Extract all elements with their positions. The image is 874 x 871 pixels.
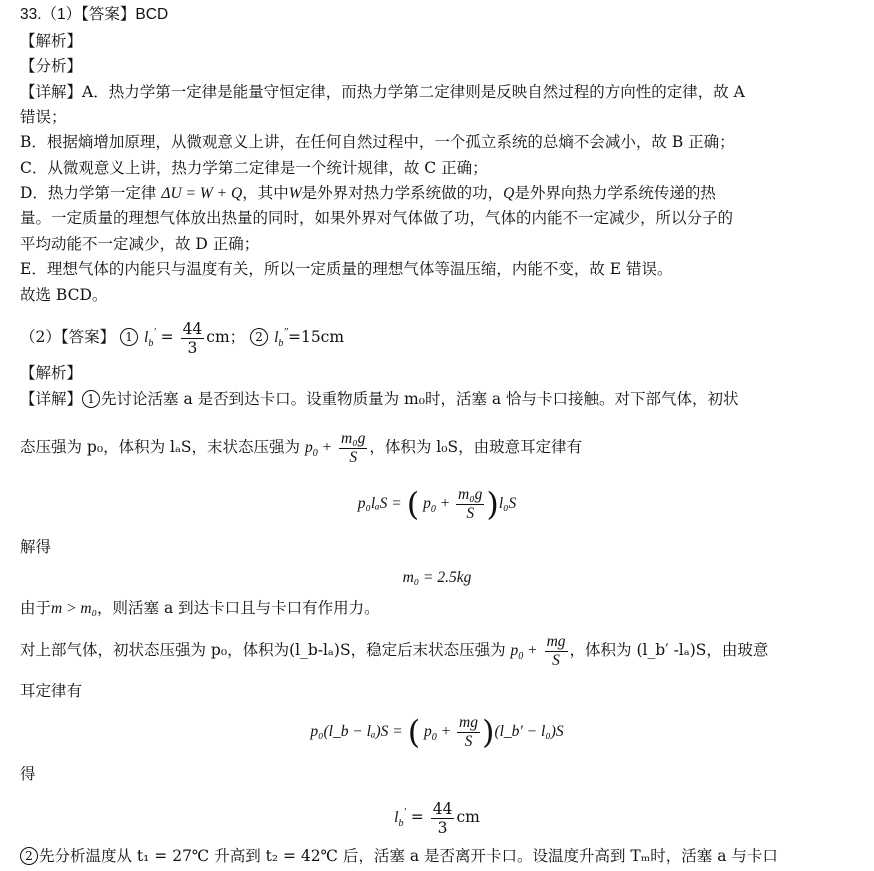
circle-2b: 2	[20, 847, 38, 865]
state-line: 态压强为 p₀，体积为 lₐS，末状态压强为 $p_0$ + $\frac{\text{m₀g}}{S}$ ，体积为 l₀S，由玻意耳定律有	[20, 429, 583, 466]
upper-gas-line: 对上部气体，初状态压强为 p₀，体积为(l_b-lₐ)S，稳定后末状态压强为 $p_0$ + $\frac{mg}{S}$ ，体积为 (l_b′ -lₐ)S，由玻意	[20, 632, 769, 669]
option-c: C．从微观意义上讲，热力学第二定律是一个统计规律，故 C 正确；	[20, 159, 488, 177]
boyle-law-line: 耳定律有	[20, 682, 83, 700]
part2-answer: （2）【答案】 1 $l_b'$ = $\frac{44}{3}$ cm； 2 $l_b''=15cm$	[20, 319, 345, 357]
fenxi-label: 【分析】	[20, 57, 83, 75]
answer1-unit: cm；	[206, 328, 246, 346]
result-lb: $l_b'$ = $\frac{44}{3}$ cm	[394, 799, 480, 837]
detail-a-line1: 【详解】A．热力学第一定律是能量守恒定律，而热力学第二定律则是反映自然过程的方向性的定律，故 A	[20, 83, 745, 101]
answer1-fraction: $\frac{44}{3}$	[182, 319, 203, 357]
option-d-line2: 量。一定质量的理想气体放出热量的同时，如果外界对气体做了功，气体的内能不一定减少，所以分子的	[20, 209, 734, 227]
choice-conclusion: 故选 BCD。	[20, 286, 108, 304]
equation-2: p₀(l_b − lₐ)S = ( $p_0$ + $\frac{mg}{S}$ )(l_b′ − l₀)S	[310, 713, 564, 751]
part2-detail-line1	[20, 389, 834, 409]
d-text-mid1: ，其中	[242, 184, 289, 202]
fraction-m0g-s: $\frac{\text{m₀g}}{S}$	[341, 429, 366, 466]
de-label: 得	[20, 765, 36, 783]
part2-step2-line: 2 先分析温度从 t₁ = 27℃ 升高到 t₂ = 42℃ 后，活塞 a 是否离开卡口。设温度升高到 Tₘ时，活塞 a 与卡口	[20, 846, 834, 866]
option-d-line3: 平均动能不一定减少，故 D 正确；	[20, 235, 260, 253]
symbol-w: W	[288, 185, 302, 202]
answer-label: （2）【答案】	[20, 328, 116, 346]
jiede-label: 解得	[20, 538, 52, 556]
equation-1: p₀lₐS = ( $p_0$ + $\frac{\text{m₀g}}{S}$ )l₀S	[357, 485, 517, 523]
option-d-line1	[20, 183, 834, 204]
d-text-post: 是外界向热力学系统传递的热	[514, 184, 716, 202]
first-law-formula: ΔU = W + Q	[161, 185, 243, 202]
detail-text: 先讨论活塞 a 是否到达卡口。设重物质量为 m₀时，活塞 a 恰与卡口接触。对下部气体，初状	[101, 390, 739, 408]
answer2-rhs: =15cm	[287, 328, 345, 346]
circle-1: 1	[120, 328, 138, 346]
d-text-pre: D．热力学第一定律	[20, 184, 157, 202]
question-heading: 33.（1）【答案】BCD	[20, 6, 169, 23]
option-e: E．理想气体的内能只与温度有关，所以一定质量的理想气体等温压缩，内能不变，故 E 错误。	[20, 260, 673, 278]
symbol-q: Q	[503, 185, 515, 202]
fraction-mg-s: $\frac{mg}{S}$	[546, 632, 566, 669]
circle-1b: 1	[82, 390, 100, 408]
result-m0: m₀ = 2.5kg	[402, 569, 472, 586]
d-text-mid2: 是外界对热力学系统做的功，	[301, 184, 504, 202]
option-b: B．根据熵增加原理，从微观意义上讲，在任何自然过程中，一个孤立系统的总熵不会减小，故 B 正确；	[20, 133, 735, 151]
part2-jiexi: 【解析】	[20, 364, 83, 382]
jiexi-label: 【解析】	[20, 32, 83, 50]
since-line: 由于m > m₀，则活塞 a 到达卡口且与卡口有作用力。	[20, 599, 380, 617]
detail-label: 【详解】	[20, 390, 83, 408]
circle-2: 2	[250, 328, 268, 346]
detail-a-line2: 错误；	[20, 108, 67, 126]
